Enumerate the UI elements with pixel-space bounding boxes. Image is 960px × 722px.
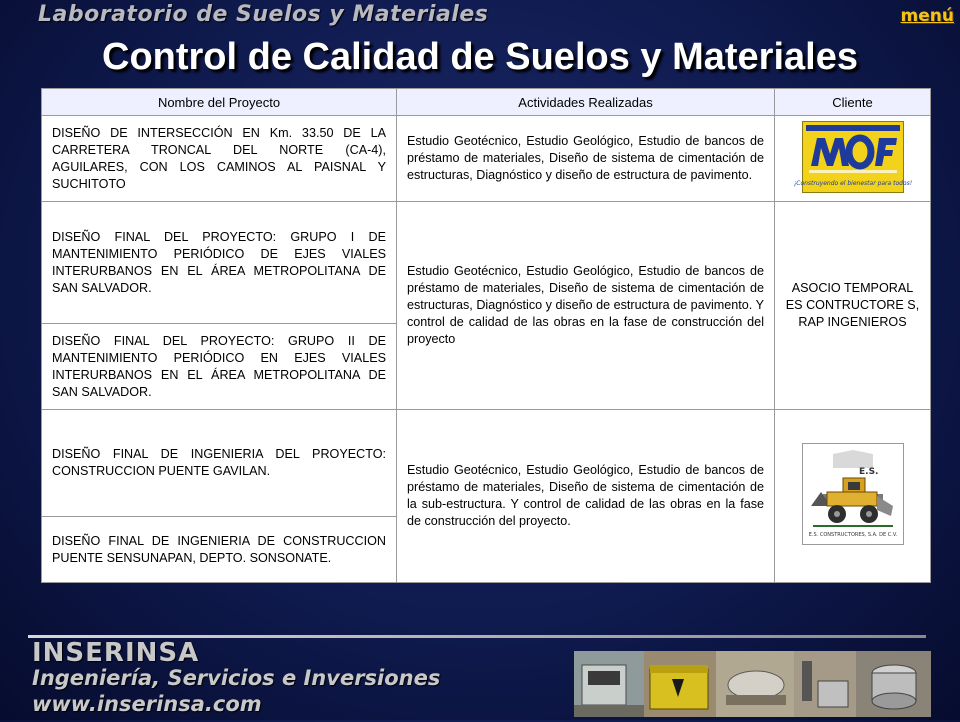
client-logo-cell bbox=[775, 410, 931, 583]
es-logo-caption: E.S. CONSTRUCTORES, S.A. DE C.V. bbox=[808, 532, 897, 538]
activities-cell: Estudio Geotécnico, Estudio Geológico, Estudio de bancos de préstamo de materiales, Diseño de sistema de cimentación de estructuras, Diagnóstico y diseño de estructura de pavimento. bbox=[397, 116, 775, 202]
es-constructores-logo-icon bbox=[802, 443, 904, 545]
mop-logo-icon bbox=[793, 121, 912, 193]
mop-slogan: ¡Construyendo el bienestar para todos! bbox=[793, 179, 912, 187]
project-name-cell: DISEÑO FINAL DEL PROYECTO: GRUPO II DE MANTENIMIENTO PERIÓDICO EN EJES VIALES INTERURBANOS EN EL ÁREA METROPOLITANA DE SAN SALVADOR. bbox=[42, 324, 397, 410]
page-title: Control de Calidad de Suelos y Materiales bbox=[102, 36, 858, 78]
column-header-activities: Actividades Realizadas bbox=[397, 89, 775, 116]
project-name-cell: DISEÑO DE INTERSECCIÓN EN Km. 33.50 DE LA CARRETERA TRONCAL DEL NORTE (CA-4), AGUILARES, CON LOS CAMINOS AL PAISNAL Y SUCHITOTO bbox=[42, 116, 397, 202]
column-header-project: Nombre del Proyecto bbox=[42, 89, 397, 116]
es-logo-text: E.S. bbox=[858, 467, 878, 477]
project-name-cell: DISEÑO FINAL DEL PROYECTO: GRUPO I DE MANTENIMIENTO PERIÓDICO DE EJES VIALES INTERURBANOS EN EL ÁREA METROPOLITANA DE SAN SALVADOR. bbox=[42, 202, 397, 324]
client-name-cell: ASOCIO TEMPORAL ES CONTRUCTORE S, RAP INGENIEROS bbox=[775, 202, 931, 410]
toolbox-photo-icon bbox=[644, 651, 716, 717]
client-logo-cell bbox=[775, 116, 931, 202]
table-row bbox=[42, 410, 931, 517]
company-tagline: Ingeniería, Servicios e Inversiones bbox=[32, 666, 441, 690]
company-website: www.inserinsa.com bbox=[32, 692, 262, 716]
column-header-client: Cliente bbox=[775, 89, 931, 116]
project-name-cell: DISEÑO FINAL DE INGENIERIA DE CONSTRUCCION PUENTE SENSUNAPAN, DEPTO. SONSONATE. bbox=[42, 517, 397, 583]
sieve-photo-icon bbox=[856, 651, 931, 717]
project-name-cell: DISEÑO FINAL DE INGENIERIA DEL PROYECTO: CONSTRUCCION PUENTE GAVILAN. bbox=[42, 410, 397, 517]
scale-photo-icon bbox=[716, 651, 794, 717]
photo-strip bbox=[574, 651, 931, 717]
table-header-row bbox=[42, 89, 931, 116]
activities-cell: Estudio Geotécnico, Estudio Geológico, Estudio de bancos de préstamo de materiales, Diseño de sistema de cimentación de estructuras, Diagnóstico y diseño de estructura de pavimento. Y control de calidad de las obras en la fase de construcción del proyecto bbox=[397, 202, 775, 410]
table-row bbox=[42, 116, 931, 202]
lab-title: Laboratorio de Suelos y Materiales bbox=[38, 2, 489, 27]
projects-table bbox=[41, 88, 931, 583]
compaction-photo-icon bbox=[794, 651, 856, 717]
company-name: INSERINSA bbox=[32, 638, 200, 668]
lab-equipment-photo-icon bbox=[574, 651, 644, 717]
table-row bbox=[42, 202, 931, 324]
menu-link[interactable]: menú bbox=[900, 6, 954, 26]
activities-cell: Estudio Geotécnico, Estudio Geológico, Estudio de bancos de préstamo de materiales, Diseño de sistema de cimentación de la sub-estructura. Y control de calidad de las obras en la fase de construcción del proyecto. bbox=[397, 410, 775, 583]
